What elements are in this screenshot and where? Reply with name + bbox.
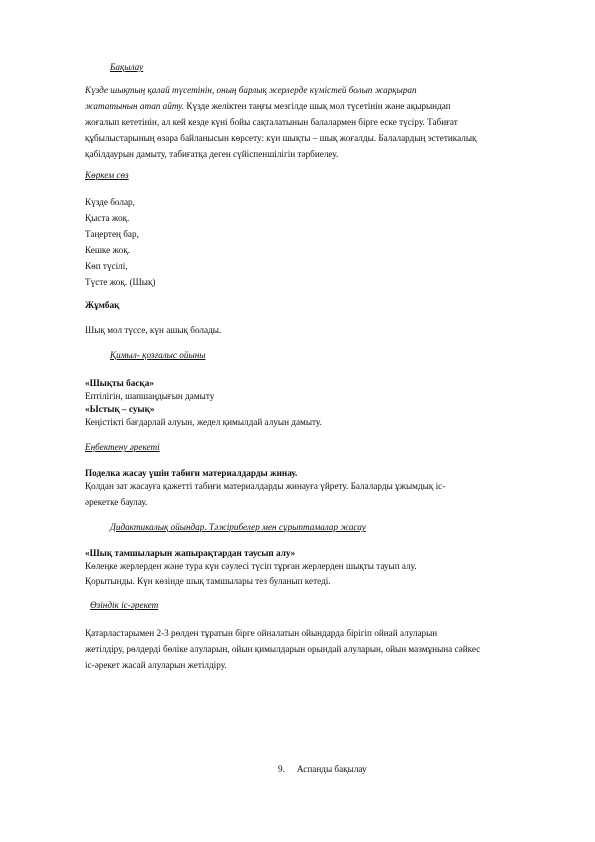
paragraph-line: жоғалып кететінін, ал кей кезде күні бойы сақталатынын балалармен бірге еске түсіру. Табиғат (85, 117, 458, 127)
paragraph-line: Күзде шықтың қалай түсетінін, оның барлық жерлерде күмістей болып жарқырап (85, 85, 417, 95)
poem-line: Күзде болар, (85, 197, 135, 207)
section-heading-riddle: Жұмбақ (85, 300, 120, 310)
game-title: «Ыстық – суық» (85, 404, 155, 414)
poem-line: Қыста жоқ. (85, 213, 130, 223)
paragraph-line: іс-әрекет жасай алуларын жетілдіру. (85, 660, 227, 670)
item-title: Аспанды бақылау (296, 764, 367, 774)
paragraph-line: Қатарластарымен 2-3 рөлден тұратын бірге ойналатын ойындарда бірігіп ойнай алуларын (85, 628, 438, 638)
game-description: Ептілігін, шапшаңдығын дамыту (85, 391, 215, 401)
section-heading-independent: Өзіндік іс-әрекет (90, 600, 159, 610)
section-heading-movement-game: Қимыл- қозғалыс ойыны (110, 350, 206, 360)
poem-line: Таңертең бар, (85, 229, 139, 239)
numbered-item (278, 763, 367, 775)
section-heading-didactic: Дидактикалық ойындар. Тәжірибелер мен сұрыптамалар жасау (110, 522, 366, 532)
text-fragment: Күзде желіктен таңғы мезгілде шық мол түсетінін және ақырындап (184, 101, 451, 111)
italic-fragment: жататынын атап айту. (85, 101, 185, 111)
section-heading-observation: Бақылау (110, 62, 144, 72)
paragraph-line: жетілдіру, рөлдерді бөліке алуларын, ойын қимылдарын орындай алуларын, ойын мазмұнына сәйкес (85, 644, 481, 654)
activity-title: «Шық тамшыларын жапырақтардан таусып алу» (85, 548, 296, 558)
paragraph-line: Қолдан зат жасауға қажетті табиғи материалдарды жинауға үйрету. Балаларды ұжымдық іс- (85, 481, 446, 491)
paragraph-line: Қорытынды. Күн көзінде шық тамшылары тез буланып кетеді. (85, 576, 331, 586)
riddle-text: Шық мол түссе, күн ашық болады. (85, 325, 222, 335)
paragraph-line: қабілдаурын дамыту, табиғатқа деген сүйіспеншілігін тәрбиелеу. (85, 149, 339, 159)
paragraph-line (85, 100, 451, 112)
section-heading-labour: Еңбектену әрекеті (85, 442, 160, 452)
activity-title: Поделка жасау үшін табиғи материалдарды жинау. (85, 468, 298, 478)
poem-line: Кешке жоқ. (85, 245, 131, 255)
item-number: 9. (278, 764, 285, 774)
poem-line: Түсте жоқ. (Шық) (85, 277, 156, 287)
paragraph-line: құбылыстарының өзара байланысын көрсету: күн шықты – шық жоғалды. Балалардың эстетикалық (85, 133, 477, 143)
section-heading-literary-word: Көркем сөз (85, 170, 129, 180)
game-description: Кеңістікті бағдарлай алуын, жедел қимылдай алуын дамыту. (85, 417, 322, 427)
paragraph-line: әрекетке баулау. (85, 497, 148, 507)
paragraph-line: Көлеңке жерлерден және тура күн сәулесі түсіп тұрған жерлерден шықты тауып алу. (85, 561, 417, 571)
poem-line: Көп түсілі, (85, 261, 128, 271)
game-title: «Шықты басқа» (85, 378, 154, 388)
